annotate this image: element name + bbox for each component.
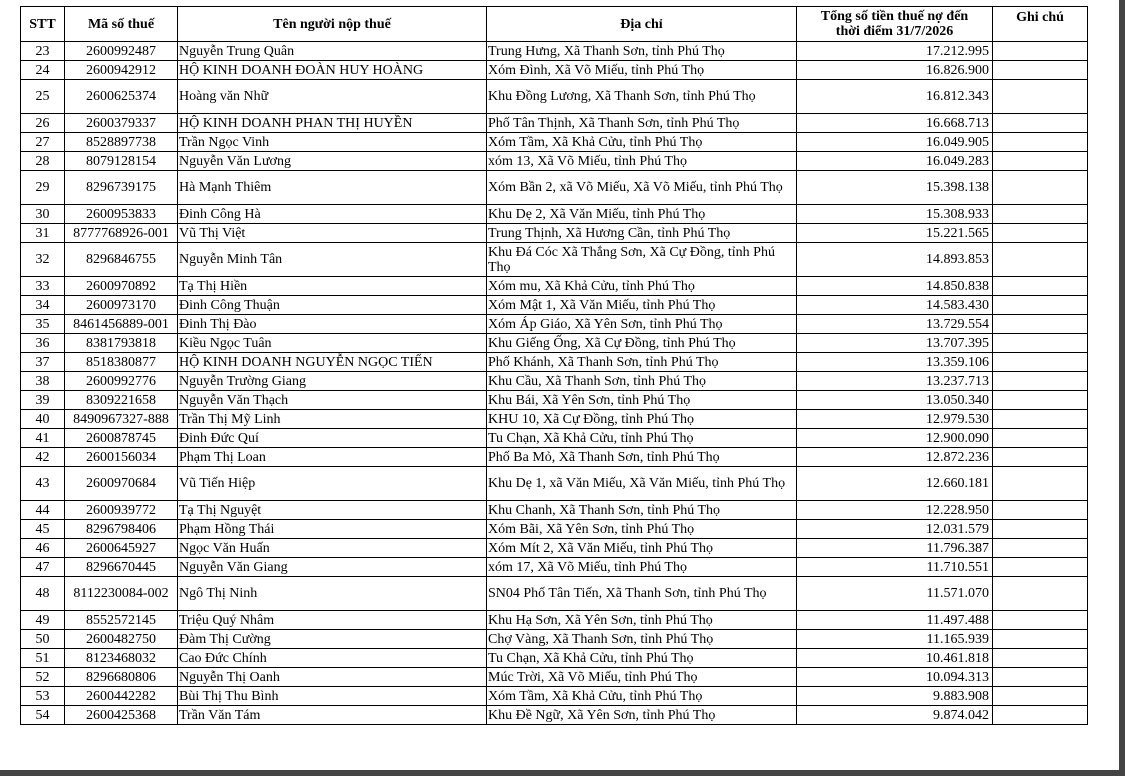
table-row — [21, 42, 1088, 61]
table-body — [21, 42, 1088, 725]
row-debt-amount: 13.237.713 — [797, 372, 993, 391]
row-debt-amount: 15.398.138 — [797, 171, 993, 205]
row-taxpayer-name: Nguyễn Thị Oanh — [178, 668, 487, 687]
row-taxpayer-name: Đinh Đức Quí — [178, 429, 487, 448]
row-taxpayer-name: Nguyễn Trung Quân — [178, 42, 487, 61]
row-debt-amount: 14.850.838 — [797, 277, 993, 296]
row-note — [993, 539, 1088, 558]
row-taxpayer-name: Hà Mạnh Thiêm — [178, 171, 487, 205]
row-stt: 46 — [21, 539, 65, 558]
row-taxpayer-name: HỘ KINH DOANH ĐOÀN HUY HOÀNG — [178, 61, 487, 80]
table-row — [21, 296, 1088, 315]
row-tax-code: 2600970684 — [65, 467, 178, 501]
table-header-row — [21, 7, 1088, 42]
row-tax-code: 8381793818 — [65, 334, 178, 353]
tax-debt-table — [20, 6, 1088, 725]
page-edge-right — [1119, 0, 1125, 776]
table-row — [21, 152, 1088, 171]
header-stt: STT — [21, 7, 65, 42]
row-address: Phố Khánh, Xã Thanh Sơn, tỉnh Phú Thọ — [487, 353, 797, 372]
row-address: Khu Cầu, Xã Thanh Sơn, tỉnh Phú Thọ — [487, 372, 797, 391]
row-debt-amount: 9.883.908 — [797, 687, 993, 706]
row-address: Tu Chạn, Xã Khả Cửu, tỉnh Phú Thọ — [487, 429, 797, 448]
row-taxpayer-name: Tạ Thị Hiền — [178, 277, 487, 296]
row-note — [993, 687, 1088, 706]
row-address: Trung Thịnh, Xã Hương Cần, tỉnh Phú Thọ — [487, 224, 797, 243]
table-row — [21, 171, 1088, 205]
table-row — [21, 520, 1088, 539]
row-note — [993, 391, 1088, 410]
page-edge-bottom — [0, 770, 1125, 776]
row-tax-code: 2600973170 — [65, 296, 178, 315]
row-debt-amount: 11.796.387 — [797, 539, 993, 558]
table-row — [21, 133, 1088, 152]
row-note — [993, 558, 1088, 577]
row-note — [993, 296, 1088, 315]
row-stt: 50 — [21, 630, 65, 649]
table-row — [21, 353, 1088, 372]
row-tax-code: 8518380877 — [65, 353, 178, 372]
table-row — [21, 315, 1088, 334]
row-tax-code: 8112230084-002 — [65, 577, 178, 611]
row-stt: 25 — [21, 80, 65, 114]
row-address: Khu Dẹ 1, xã Văn Miếu, Xã Văn Miếu, tỉnh Phú Thọ — [487, 467, 797, 501]
row-note — [993, 448, 1088, 467]
table-row — [21, 577, 1088, 611]
row-note — [993, 501, 1088, 520]
row-tax-code: 8309221658 — [65, 391, 178, 410]
row-stt: 41 — [21, 429, 65, 448]
table-row — [21, 429, 1088, 448]
table-row — [21, 205, 1088, 224]
row-stt: 48 — [21, 577, 65, 611]
row-stt: 27 — [21, 133, 65, 152]
table-row — [21, 277, 1088, 296]
row-debt-amount: 13.359.106 — [797, 353, 993, 372]
row-tax-code: 8528897738 — [65, 133, 178, 152]
row-tax-code: 2600992487 — [65, 42, 178, 61]
row-note — [993, 668, 1088, 687]
row-note — [993, 630, 1088, 649]
row-tax-code: 2600379337 — [65, 114, 178, 133]
row-address: Múc Trời, Xã Võ Miếu, tỉnh Phú Thọ — [487, 668, 797, 687]
row-note — [993, 577, 1088, 611]
row-debt-amount: 14.583.430 — [797, 296, 993, 315]
table-row — [21, 467, 1088, 501]
row-debt-amount: 12.660.181 — [797, 467, 993, 501]
row-debt-amount: 13.707.395 — [797, 334, 993, 353]
table-row — [21, 80, 1088, 114]
row-debt-amount: 17.212.995 — [797, 42, 993, 61]
row-tax-code: 2600645927 — [65, 539, 178, 558]
row-stt: 23 — [21, 42, 65, 61]
row-address: Xóm Mít 2, Xã Văn Miếu, tỉnh Phú Thọ — [487, 539, 797, 558]
row-taxpayer-name: Trần Văn Tám — [178, 706, 487, 725]
row-address: Phố Ba Mỏ, Xã Thanh Sơn, tỉnh Phú Thọ — [487, 448, 797, 467]
header-total-line2: thời điểm 31/7/2026 — [835, 24, 954, 39]
row-debt-amount: 13.050.340 — [797, 391, 993, 410]
row-taxpayer-name: Nguyễn Trường Giang — [178, 372, 487, 391]
row-stt: 26 — [21, 114, 65, 133]
row-debt-amount: 13.729.554 — [797, 315, 993, 334]
row-note — [993, 243, 1088, 277]
row-taxpayer-name: Đàm Thị Cường — [178, 630, 487, 649]
row-address: Khu Đề Ngữ, Xã Yên Sơn, tỉnh Phú Thọ — [487, 706, 797, 725]
table-row — [21, 611, 1088, 630]
row-stt: 30 — [21, 205, 65, 224]
row-tax-code: 2600992776 — [65, 372, 178, 391]
row-debt-amount: 16.826.900 — [797, 61, 993, 80]
row-tax-code: 2600625374 — [65, 80, 178, 114]
row-taxpayer-name: Trần Thị Mỹ Linh — [178, 410, 487, 429]
row-note — [993, 171, 1088, 205]
row-stt: 52 — [21, 668, 65, 687]
row-taxpayer-name: Hoàng văn Nhữ — [178, 80, 487, 114]
header-note: Ghi chú — [993, 7, 1088, 42]
row-stt: 33 — [21, 277, 65, 296]
row-debt-amount: 11.165.939 — [797, 630, 993, 649]
row-address: Khu Dẹ 2, Xã Văn Miếu, tỉnh Phú Thọ — [487, 205, 797, 224]
row-debt-amount: 16.812.343 — [797, 80, 993, 114]
row-taxpayer-name: HỘ KINH DOANH NGUYỄN NGỌC TIẾN — [178, 353, 487, 372]
row-address: Chợ Vàng, Xã Thanh Sơn, tỉnh Phú Thọ — [487, 630, 797, 649]
row-stt: 38 — [21, 372, 65, 391]
row-note — [993, 410, 1088, 429]
row-address: SN04 Phố Tân Tiến, Xã Thanh Sơn, tỉnh Phú Thọ — [487, 577, 797, 611]
row-tax-code: 8123468032 — [65, 649, 178, 668]
row-debt-amount: 16.049.905 — [797, 133, 993, 152]
row-stt: 53 — [21, 687, 65, 706]
row-taxpayer-name: Tạ Thị Nguyệt — [178, 501, 487, 520]
row-address: Xóm Mật 1, Xã Văn Miếu, tỉnh Phú Thọ — [487, 296, 797, 315]
table-row — [21, 649, 1088, 668]
row-address: Khu Đồng Lương, Xã Thanh Sơn, tỉnh Phú Thọ — [487, 80, 797, 114]
row-stt: 35 — [21, 315, 65, 334]
row-note — [993, 152, 1088, 171]
row-stt: 51 — [21, 649, 65, 668]
row-note — [993, 429, 1088, 448]
row-note — [993, 353, 1088, 372]
row-note — [993, 520, 1088, 539]
row-address: Xóm Áp Giáo, Xã Yên Sơn, tỉnh Phú Thọ — [487, 315, 797, 334]
row-address: Tu Chạn, Xã Khả Cửu, tỉnh Phú Thọ — [487, 649, 797, 668]
table-row — [21, 558, 1088, 577]
row-stt: 28 — [21, 152, 65, 171]
row-address: Xóm Tầm, Xã Khả Cửu, tỉnh Phú Thọ — [487, 133, 797, 152]
row-stt: 54 — [21, 706, 65, 725]
table-row — [21, 224, 1088, 243]
header-address: Địa chỉ — [487, 7, 797, 42]
row-taxpayer-name: Đinh Công Hà — [178, 205, 487, 224]
row-stt: 44 — [21, 501, 65, 520]
row-note — [993, 334, 1088, 353]
row-address: Trung Hưng, Xã Thanh Sơn, tỉnh Phú Thọ — [487, 42, 797, 61]
row-debt-amount: 10.461.818 — [797, 649, 993, 668]
table-row — [21, 410, 1088, 429]
row-taxpayer-name: Ngô Thị Ninh — [178, 577, 487, 611]
row-tax-code: 2600425368 — [65, 706, 178, 725]
row-address: xóm 17, Xã Võ Miếu, tỉnh Phú Thọ — [487, 558, 797, 577]
row-tax-code: 8490967327-888 — [65, 410, 178, 429]
table-row — [21, 372, 1088, 391]
row-address: Khu Giếng Ống, Xã Cự Đồng, tỉnh Phú Thọ — [487, 334, 797, 353]
row-address: Khu Bái, Xã Yên Sơn, tỉnh Phú Thọ — [487, 391, 797, 410]
table-row — [21, 687, 1088, 706]
table-row — [21, 61, 1088, 80]
row-tax-code: 2600878745 — [65, 429, 178, 448]
header-tax-code: Mã số thuế — [65, 7, 178, 42]
row-tax-code: 8777768926-001 — [65, 224, 178, 243]
row-address: Khu Đá Cóc Xã Thắng Sơn, Xã Cự Đồng, tỉnh Phú Thọ — [487, 243, 797, 277]
row-debt-amount: 12.031.579 — [797, 520, 993, 539]
row-tax-code: 2600942912 — [65, 61, 178, 80]
row-note — [993, 649, 1088, 668]
row-note — [993, 315, 1088, 334]
row-taxpayer-name: Nguyễn Minh Tân — [178, 243, 487, 277]
row-taxpayer-name: Cao Đức Chính — [178, 649, 487, 668]
row-note — [993, 205, 1088, 224]
row-taxpayer-name: Phạm Hồng Thái — [178, 520, 487, 539]
row-address: Xóm mu, Xã Khả Cửu, tỉnh Phú Thọ — [487, 277, 797, 296]
row-taxpayer-name: Nguyễn Văn Thạch — [178, 391, 487, 410]
row-tax-code: 8296680806 — [65, 668, 178, 687]
row-stt: 49 — [21, 611, 65, 630]
table-row — [21, 243, 1088, 277]
row-taxpayer-name: Nguyễn Văn Lương — [178, 152, 487, 171]
table-row — [21, 391, 1088, 410]
row-tax-code: 8461456889-001 — [65, 315, 178, 334]
row-debt-amount: 9.874.042 — [797, 706, 993, 725]
row-taxpayer-name: Kiều Ngọc Tuân — [178, 334, 487, 353]
row-stt: 24 — [21, 61, 65, 80]
row-debt-amount: 11.571.070 — [797, 577, 993, 611]
row-taxpayer-name: HỘ KINH DOANH PHAN THỊ HUYỀN — [178, 114, 487, 133]
row-taxpayer-name: Trần Ngọc Vinh — [178, 133, 487, 152]
row-stt: 34 — [21, 296, 65, 315]
row-stt: 43 — [21, 467, 65, 501]
row-taxpayer-name: Bùi Thị Thu Bình — [178, 687, 487, 706]
row-address: Xóm Tầm, Xã Khả Cửu, tỉnh Phú Thọ — [487, 687, 797, 706]
row-stt: 31 — [21, 224, 65, 243]
row-debt-amount: 11.710.551 — [797, 558, 993, 577]
table-row — [21, 114, 1088, 133]
row-stt: 42 — [21, 448, 65, 467]
row-note — [993, 611, 1088, 630]
row-tax-code: 8296739175 — [65, 171, 178, 205]
row-taxpayer-name: Vũ Thị Việt — [178, 224, 487, 243]
row-address: Xóm Bãi, Xã Yên Sơn, tỉnh Phú Thọ — [487, 520, 797, 539]
row-stt: 36 — [21, 334, 65, 353]
row-address: Xóm Đình, Xã Võ Miếu, tỉnh Phú Thọ — [487, 61, 797, 80]
header-total-debt — [797, 7, 993, 42]
row-note — [993, 277, 1088, 296]
table-row — [21, 706, 1088, 725]
row-taxpayer-name: Nguyễn Văn Giang — [178, 558, 487, 577]
row-tax-code: 2600156034 — [65, 448, 178, 467]
row-taxpayer-name: Triệu Quý Nhâm — [178, 611, 487, 630]
header-total-line1: Tổng số tiền thuế nợ đến — [820, 9, 969, 24]
row-debt-amount: 11.497.488 — [797, 611, 993, 630]
row-address: Xóm Bần 2, xã Võ Miếu, Xã Võ Miếu, tỉnh Phú Thọ — [487, 171, 797, 205]
row-taxpayer-name: Phạm Thị Loan — [178, 448, 487, 467]
row-note — [993, 706, 1088, 725]
row-address: Khu Hạ Sơn, Xã Yên Sơn, tỉnh Phú Thọ — [487, 611, 797, 630]
row-tax-code: 8296798406 — [65, 520, 178, 539]
row-note — [993, 114, 1088, 133]
row-taxpayer-name: Đinh Thị Đào — [178, 315, 487, 334]
row-tax-code: 2600482750 — [65, 630, 178, 649]
row-tax-code: 8079128154 — [65, 152, 178, 171]
table-row — [21, 334, 1088, 353]
row-address: xóm 13, Xã Võ Miếu, tỉnh Phú Thọ — [487, 152, 797, 171]
row-note — [993, 61, 1088, 80]
row-note — [993, 372, 1088, 391]
row-tax-code: 2600939772 — [65, 501, 178, 520]
row-stt: 40 — [21, 410, 65, 429]
row-debt-amount: 10.094.313 — [797, 668, 993, 687]
row-debt-amount: 12.979.530 — [797, 410, 993, 429]
row-address: KHU 10, Xã Cự Đồng, tỉnh Phú Thọ — [487, 410, 797, 429]
header-taxpayer: Tên người nộp thuế — [178, 7, 487, 42]
row-note — [993, 467, 1088, 501]
row-debt-amount: 12.228.950 — [797, 501, 993, 520]
row-taxpayer-name: Ngọc Văn Huấn — [178, 539, 487, 558]
table-row — [21, 668, 1088, 687]
row-note — [993, 42, 1088, 61]
row-tax-code: 8296670445 — [65, 558, 178, 577]
row-stt: 32 — [21, 243, 65, 277]
row-taxpayer-name: Vũ Tiến Hiệp — [178, 467, 487, 501]
row-debt-amount: 15.221.565 — [797, 224, 993, 243]
row-debt-amount: 16.668.713 — [797, 114, 993, 133]
row-taxpayer-name: Đinh Công Thuận — [178, 296, 487, 315]
row-debt-amount: 16.049.283 — [797, 152, 993, 171]
row-debt-amount: 15.308.933 — [797, 205, 993, 224]
row-tax-code: 8296846755 — [65, 243, 178, 277]
row-debt-amount: 12.872.236 — [797, 448, 993, 467]
row-note — [993, 133, 1088, 152]
row-note — [993, 80, 1088, 114]
table-row — [21, 448, 1088, 467]
row-tax-code: 2600970892 — [65, 277, 178, 296]
row-stt: 37 — [21, 353, 65, 372]
table-row — [21, 539, 1088, 558]
row-address: Phố Tân Thịnh, Xã Thanh Sơn, tỉnh Phú Thọ — [487, 114, 797, 133]
row-note — [993, 224, 1088, 243]
row-debt-amount: 12.900.090 — [797, 429, 993, 448]
table-row — [21, 630, 1088, 649]
row-address: Khu Chanh, Xã Thanh Sơn, tỉnh Phú Thọ — [487, 501, 797, 520]
row-stt: 29 — [21, 171, 65, 205]
row-stt: 45 — [21, 520, 65, 539]
row-debt-amount: 14.893.853 — [797, 243, 993, 277]
row-stt: 47 — [21, 558, 65, 577]
row-stt: 39 — [21, 391, 65, 410]
table-row — [21, 501, 1088, 520]
row-tax-code: 2600442282 — [65, 687, 178, 706]
row-tax-code: 2600953833 — [65, 205, 178, 224]
row-tax-code: 8552572145 — [65, 611, 178, 630]
